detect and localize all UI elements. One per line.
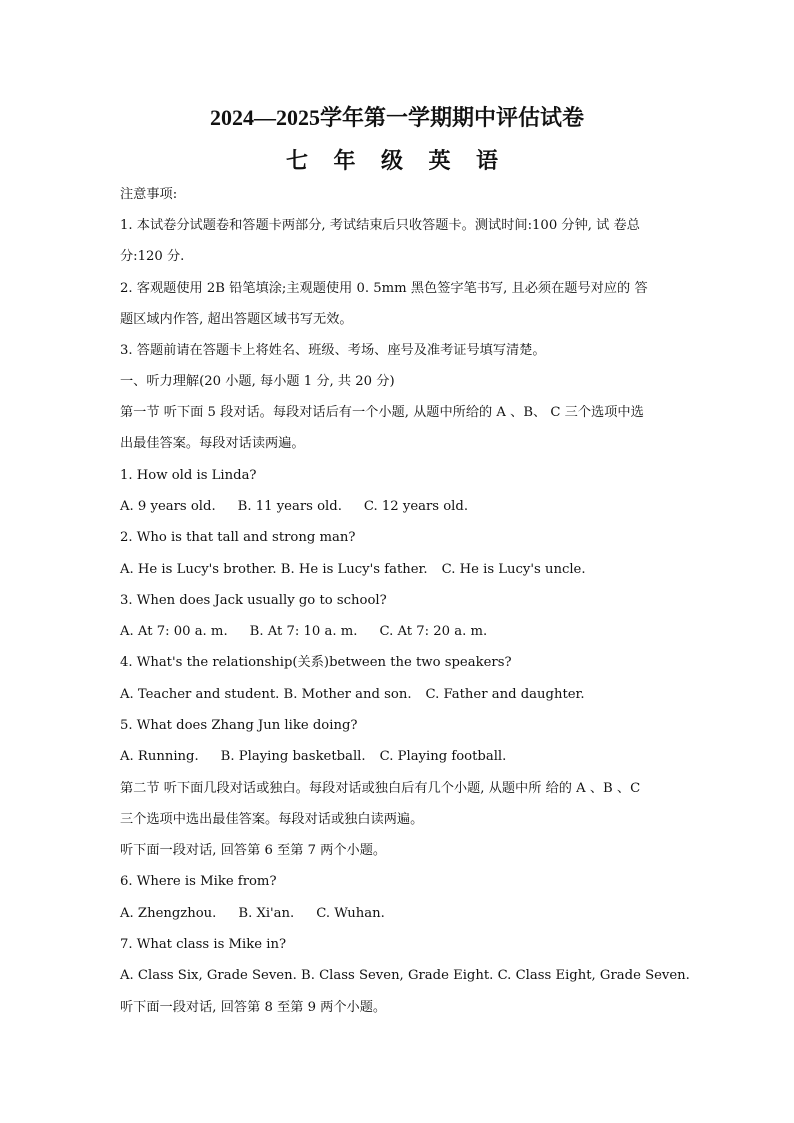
part-2-instruction-line-1: 第二节 听下面几段对话或独白。每段对话或独白后有几个小题, 从题中所 给的 A 、B 、C [120, 781, 641, 796]
note-item-3: 3. 答题前请在答题卡上将姓名、班级、考场、座号及准考证号填写清楚。 [120, 343, 546, 358]
question-4-options [120, 686, 680, 704]
option-c: C. Class Eight, Grade Seven. [497, 968, 690, 983]
option-a: A. Zhengzhou. [120, 906, 217, 921]
question-2-options [120, 561, 680, 579]
question-1-options [120, 498, 680, 516]
option-b: B. 11 years old. [237, 499, 342, 514]
option-c: C. At 7: 20 a. m. [379, 624, 488, 639]
question-2: 2. Who is that tall and strong man? [120, 530, 356, 545]
option-a: A. Running. [120, 749, 199, 764]
question-6-options [120, 905, 680, 923]
question-5-options [120, 748, 680, 766]
option-b: B. Xi'an. [238, 906, 295, 921]
question-3-options [120, 623, 680, 641]
question-7: 7. What class is Mike in? [120, 937, 287, 952]
option-b: B. Class Seven, Grade Eight. [301, 968, 494, 983]
question-3: 3. When does Jack usually go to school? [120, 593, 387, 608]
option-a: A. 9 years old. [120, 499, 216, 514]
section-1-heading: 一、听力理解(20 小题, 每小题 1 分, 共 20 分) [120, 374, 395, 389]
note-item-2-line-2: 题区域内作答, 超出答题区域书写无效。 [120, 312, 353, 327]
dialog-instruction-2: 听下面一段对话, 回答第 8 至第 9 两个小题。 [120, 1000, 387, 1015]
note-item-2-line-1: 2. 客观题使用 2B 铅笔填涂;主观题使用 0. 5mm 黑色签字笔书写, 且必须在题号对应的 答 [120, 281, 648, 296]
part-2-instruction-line-2: 三个选项中选出最佳答案。每段对话或独白读两遍。 [120, 812, 424, 827]
part-1-instruction-line-1: 第一节 听下面 5 段对话。每段对话后有一个小题, 从题中所给的 A 、B、 C 三个选项中选 [120, 405, 644, 420]
option-b: B. At 7: 10 a. m. [249, 624, 358, 639]
option-c: C. He is Lucy's uncle. [441, 562, 586, 577]
option-c: C. Playing football. [379, 749, 507, 764]
question-4: 4. What's the relationship(关系)between the two speakers? [120, 655, 512, 670]
option-b: B. Mother and son. [283, 687, 412, 702]
notes-heading: 注意事项: [120, 187, 178, 202]
option-a: A. Class Six, Grade Seven. [120, 968, 297, 983]
note-item-1-line-2: 分:120 分. [120, 249, 185, 264]
option-a: A. At 7: 00 a. m. [120, 624, 228, 639]
option-b: B. Playing basketball. [220, 749, 366, 764]
option-c: C. 12 years old. [363, 499, 469, 514]
question-1: 1. How old is Linda? [120, 468, 257, 483]
option-a: A. Teacher and student. [120, 687, 280, 702]
question-5: 5. What does Zhang Jun like doing? [120, 718, 358, 733]
note-item-1-line-1: 1. 本试卷分试题卷和答题卡两部分, 考试结束后只收答题卡。测试时间:100 分钟, 试 卷总 [120, 218, 640, 233]
option-a: A. He is Lucy's brother. [120, 562, 277, 577]
question-6: 6. Where is Mike from? [120, 874, 277, 889]
option-b: B. He is Lucy's father. [280, 562, 428, 577]
dialog-instruction-1: 听下面一段对话, 回答第 6 至第 7 两个小题。 [120, 843, 387, 858]
exam-subtitle: 七 年 级 英 语 [285, 148, 508, 173]
option-c: C. Father and daughter. [425, 687, 585, 702]
question-7-options [120, 967, 690, 985]
part-1-instruction-line-2: 出最佳答案。每段对话读两遍。 [120, 436, 305, 451]
option-c: C. Wuhan. [316, 906, 385, 921]
exam-title: 2024—2025学年第一学期期中评估试卷 [209, 105, 584, 130]
